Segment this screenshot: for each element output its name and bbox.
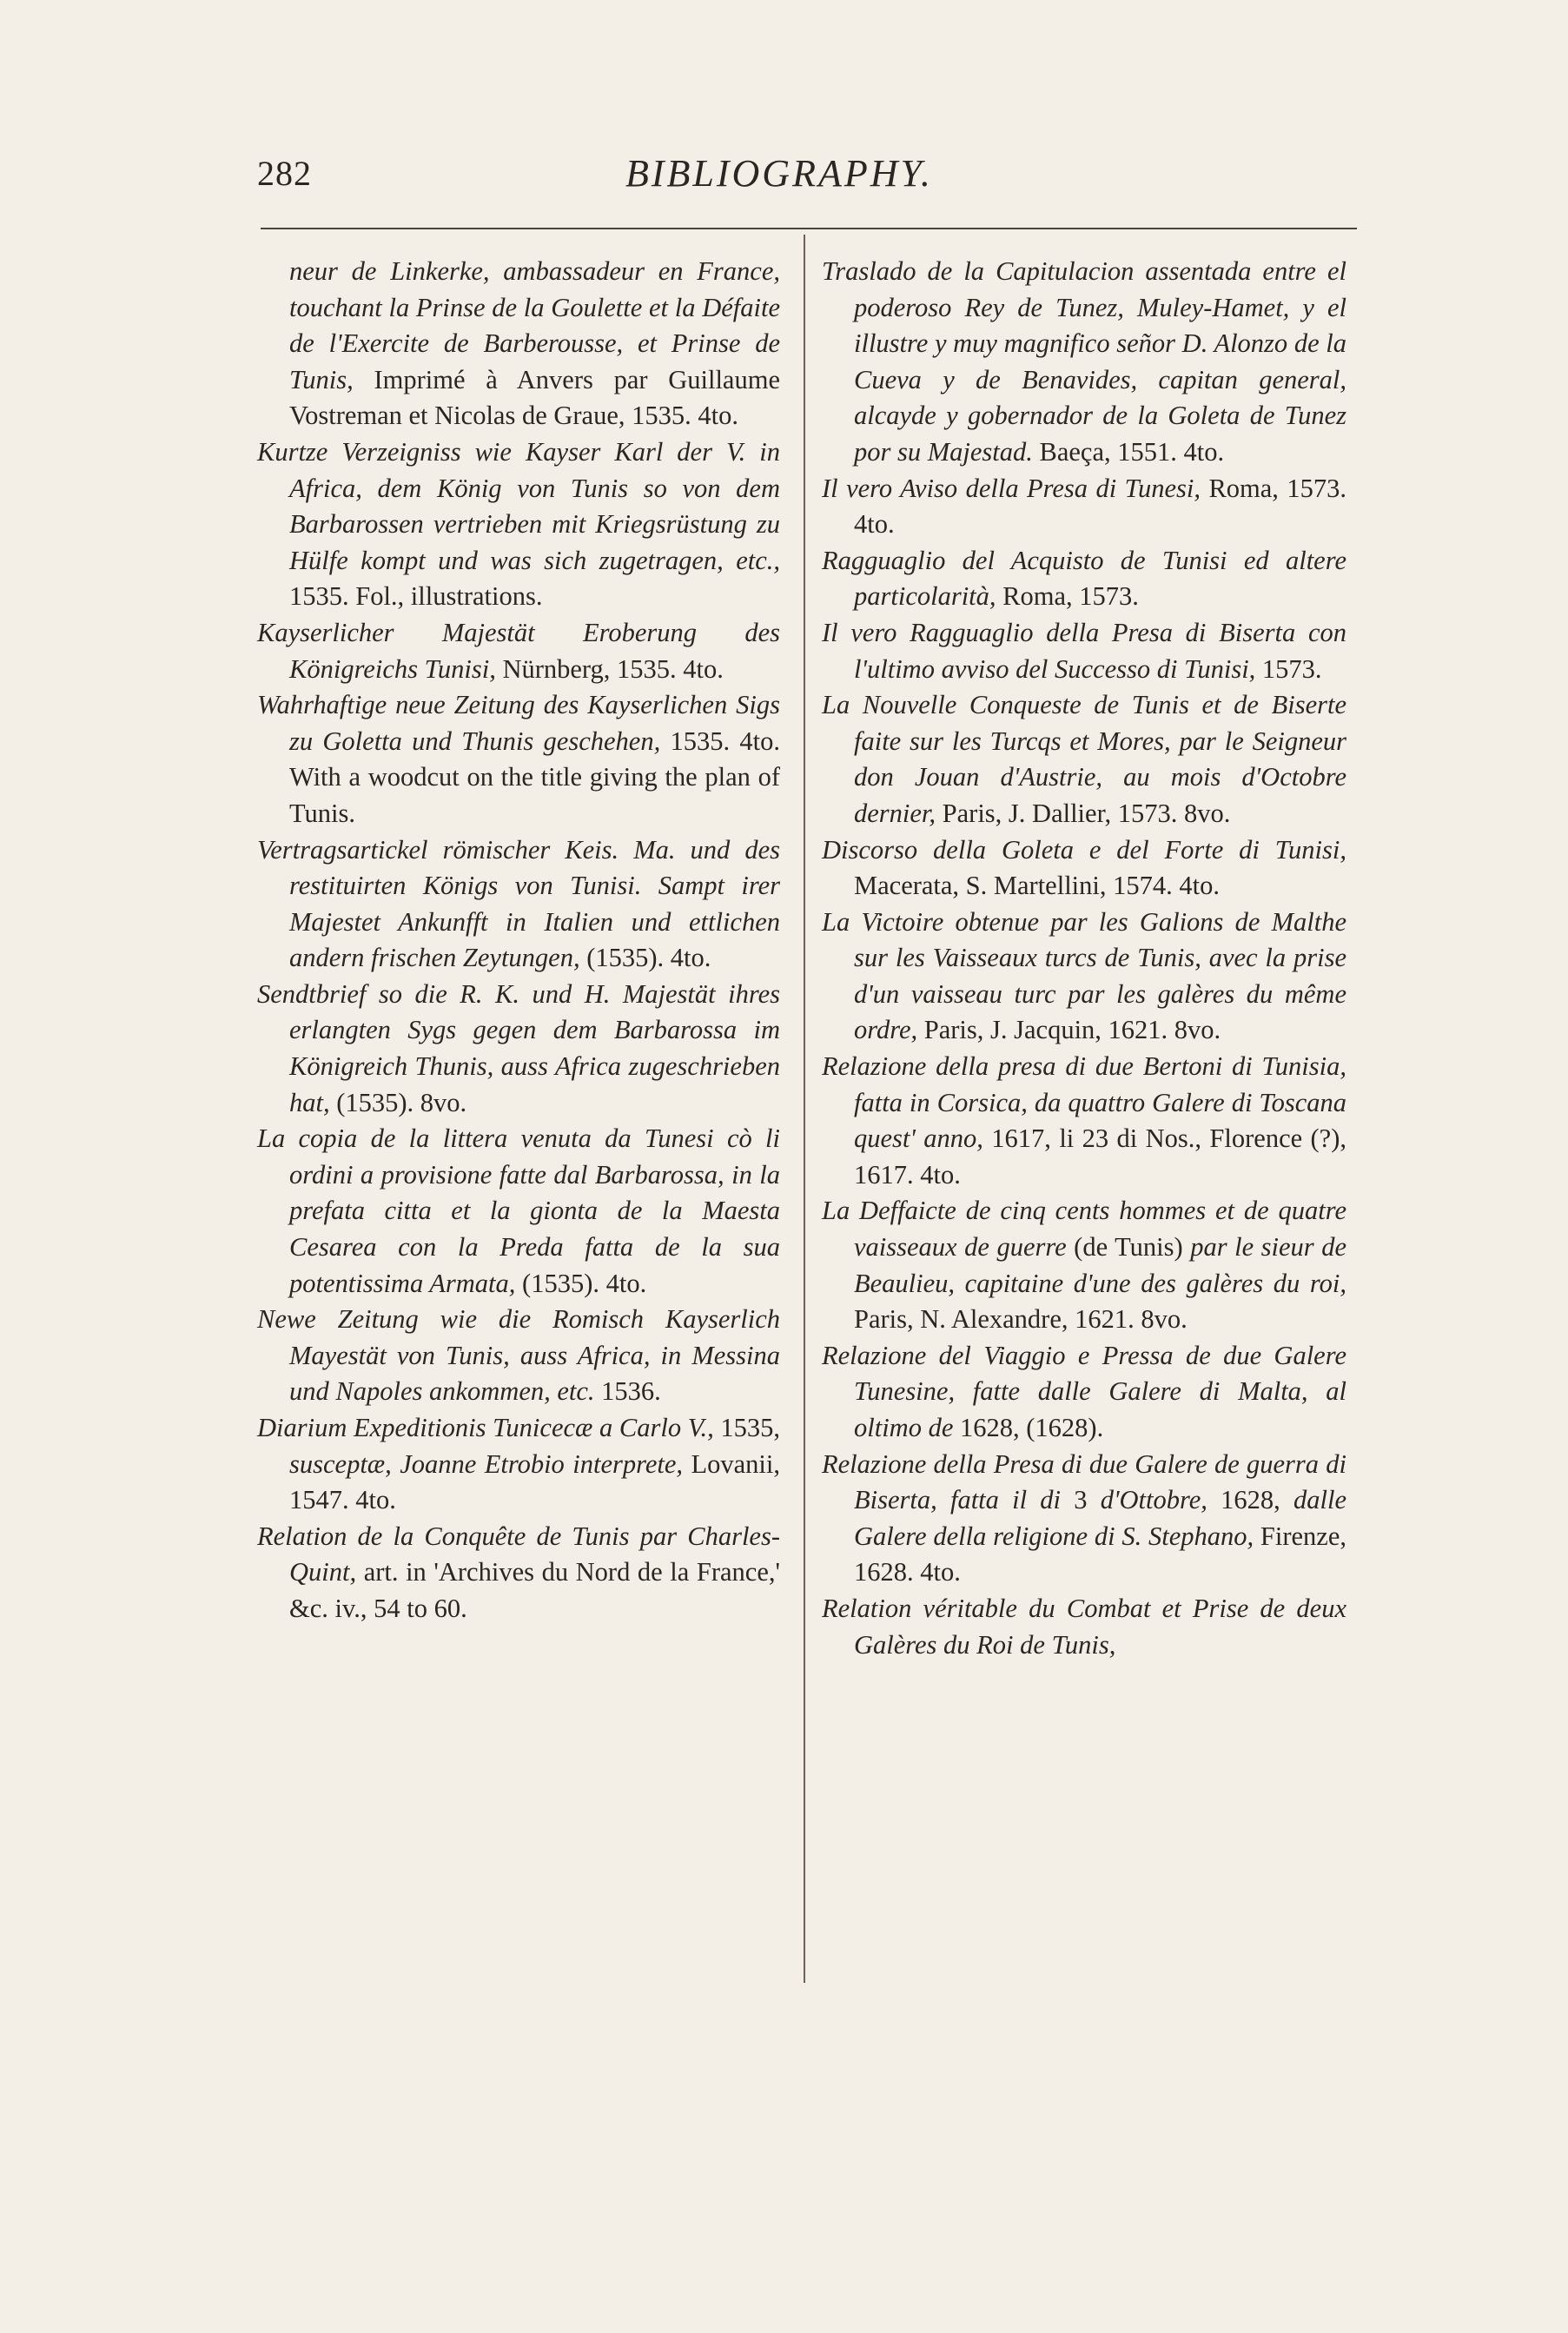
entry-title: Il vero Ragguaglio della Presa di Biserta con l'ultimo avviso del Successo di Tunisi,	[822, 617, 1346, 684]
entry-title: Vertragsartickel römischer Keis. Ma. und des restituirten Königs von Tunisi. Sampt irer Majestet Ankunfft in Italien und ettlichen andern frischen Zeytungen,	[257, 834, 780, 973]
entry-details: (1535). 4to.	[579, 943, 711, 973]
entry-title: La Deffaicte de cinq cents hommes et de quatre vaisseaux de guerre	[822, 1196, 1346, 1263]
bib-entry	[822, 687, 1346, 832]
bib-entry	[257, 832, 780, 977]
page-number: 282	[257, 154, 312, 193]
bib-entry	[822, 615, 1346, 687]
bib-entry	[257, 615, 780, 687]
entry-title: Relation véritable du Combat et Prise de deux Galères du Roi de Tunis,	[822, 1593, 1346, 1660]
entry-details: 1535. Fol., illustrations.	[289, 581, 543, 612]
bib-entry	[257, 1410, 780, 1519]
entry-title: Relazione del Viaggio e Pressa de due Galere Tunesine, fatte dalle Galere di Malta, al oltimo de	[822, 1340, 1346, 1442]
entry-details: (1535). 8vo.	[329, 1087, 467, 1117]
entry-title: Kayserlicher Majestät Eroberung des Königreichs Tunisi,	[257, 617, 780, 684]
left-column	[257, 254, 780, 1627]
bib-entry	[822, 1049, 1346, 1193]
entry-title: La copia de la littera venuta da Tunesi cò li ordini a provisione fatte dal Barbarossa, in la prefata citta et la gionta de la Maesta Cesarea con la Preda fatta de la sua potentissima Armata,	[257, 1123, 780, 1298]
entry-details: 1617, li 23 di Nos., Florence (?), 1617. 4to.	[854, 1123, 1347, 1190]
entry-details: Paris, J. Jacquin, 1621. 8vo.	[917, 1015, 1221, 1045]
bib-entry	[822, 832, 1346, 905]
entry-details: Imprimé à Anvers par Guillaume Vostreman et Nicolas de Graue, 1535. 4to.	[289, 364, 780, 431]
entry-title: Sendtbrief so die R. K. und H. Majestät ihres erlangten Sygs gegen dem Barbarossa im Königreich Thunis, auss Africa zugeschrieben hat,	[257, 978, 780, 1117]
entry-title: Traslado de la Capitulacion assentada entre el poderoso Rey de Tunez, Muley-Hamet, y el illustre y muy magnifico señor D. Alonzo de la Cueva y de Benavides, capitan general, alcayde y gobernador de la Goleta de Tunez por su Majestad.	[822, 256, 1346, 467]
bib-entry	[257, 254, 780, 434]
entry-title: Relazione della Presa di due Galere de guerra di Biserta, fatta il di	[822, 1448, 1346, 1515]
bib-entry	[822, 1591, 1346, 1663]
bib-entry	[257, 977, 780, 1121]
entry-details: 1628, (1628).	[953, 1413, 1104, 1442]
entry-title: Il vero Aviso della Presa di Tunesi,	[822, 473, 1201, 503]
entry-title: Ragguaglio del Acquisto de Tunisi ed altere particolarità,	[822, 545, 1346, 612]
entry-details: 3	[1061, 1485, 1101, 1515]
entry-title: La Victoire obtenue par les Galions de Malthe sur les Vaisseaux turcs de Tunis, avec la prise d'un vaisseau turc par les galères du même ordre,	[822, 906, 1346, 1045]
entry-details: (1535). 4to.	[515, 1268, 647, 1298]
entry-title: Relation de la Conquête de Tunis par Charles-Quint,	[257, 1521, 780, 1587]
entry-title: Wahrhaftige neue Zeitung des Kayserlichen Sigs zu Goletta und Thunis geschehen,	[257, 690, 780, 756]
bib-entry	[822, 1447, 1346, 1591]
entry-details: (de Tunis)	[1066, 1232, 1191, 1263]
right-column	[822, 254, 1346, 1663]
entry-details: 1628,	[1207, 1485, 1293, 1515]
bib-entry	[257, 1519, 780, 1627]
entry-title: Newe Zeitung wie die Romisch Kayserlich Mayestät von Tunis, auss Africa, in Messina und Napoles ankommen, etc.	[257, 1304, 780, 1407]
bib-entry	[822, 1193, 1346, 1337]
bib-entry	[822, 543, 1346, 615]
entry-title: Discorso della Goleta e del Forte di Tunisi,	[822, 834, 1346, 865]
bib-entry	[822, 471, 1346, 543]
entry-details: 1535. 4to. With a woodcut on the title giving the plan of Tunis.	[289, 726, 780, 828]
bib-entry	[257, 1121, 780, 1302]
entry-title: dalle Galere della religione di S. Stephano,	[854, 1485, 1346, 1551]
entry-details: art. in 'Archives du Nord de la France,' &c. iv., 54 to 60.	[289, 1557, 780, 1623]
entry-details: Paris, J. Dallier, 1573. 8vo.	[936, 798, 1231, 828]
entry-title: Kurtze Verzeigniss wie Kayser Karl der V. in Africa, dem König von Tunis so von dem Barbarossen vertrieben mit Kriegsrüstung zu Hülfe kompt und was sich zugetragen, etc.,	[257, 436, 780, 575]
bib-entry	[257, 687, 780, 832]
entry-details: Roma, 1573.	[996, 581, 1139, 612]
entry-title: Diarium Expeditionis Tunicecæ a Carlo V.,	[257, 1413, 714, 1442]
entry-details: Roma, 1573. 4to.	[854, 473, 1346, 540]
entry-title: La Nouvelle Conqueste de Tunis et de Biserte faite sur les Turcqs et Mores, par le Seigneur don Jouan d'Austrie, au mois d'Octobre dernier,	[822, 690, 1346, 828]
running-title: BIBLIOGRAPHY.	[625, 152, 933, 195]
bib-entry	[822, 254, 1346, 471]
entry-details: Macerata, S. Martellini, 1574. 4to.	[854, 871, 1220, 901]
entry-title: neur de Linkerke, ambassadeur en France, touchant la Prinse de la Goulette et la Défaite de l'Exercite de Barberousse, et Prinse de Tunis,	[289, 256, 780, 394]
entry-details: 1573.	[1255, 653, 1322, 684]
entry-title: Relazione della presa di due Bertoni di Tunisia, fatta in Corsica, da quattro Galere di Toscana quest' anno,	[822, 1051, 1346, 1154]
bib-entry	[822, 905, 1346, 1049]
bib-entry	[257, 1302, 780, 1410]
entry-title: d'Ottobre,	[1100, 1485, 1207, 1515]
entry-details: Paris, N. Alexandre, 1621. 8vo.	[854, 1304, 1188, 1335]
entry-details: Nürnberg, 1535. 4to.	[495, 653, 724, 684]
entry-title: susceptæ, Joanne Etrobio interprete,	[289, 1448, 684, 1479]
entry-details: 1536.	[594, 1376, 661, 1407]
bib-entry	[257, 434, 780, 615]
column-divider	[804, 235, 805, 1983]
entry-details: Lovanii, 1547. 4to.	[289, 1448, 780, 1515]
entry-details: Baeça, 1551. 4to.	[1032, 436, 1225, 467]
bib-entry	[822, 1338, 1346, 1447]
entry-title: par le sieur de Beaulieu, capitaine d'une des galères du roi,	[854, 1232, 1347, 1298]
header-rule	[261, 228, 1357, 229]
entry-details: 1535,	[713, 1413, 780, 1442]
entry-details: Firenze, 1628. 4to.	[854, 1521, 1346, 1587]
